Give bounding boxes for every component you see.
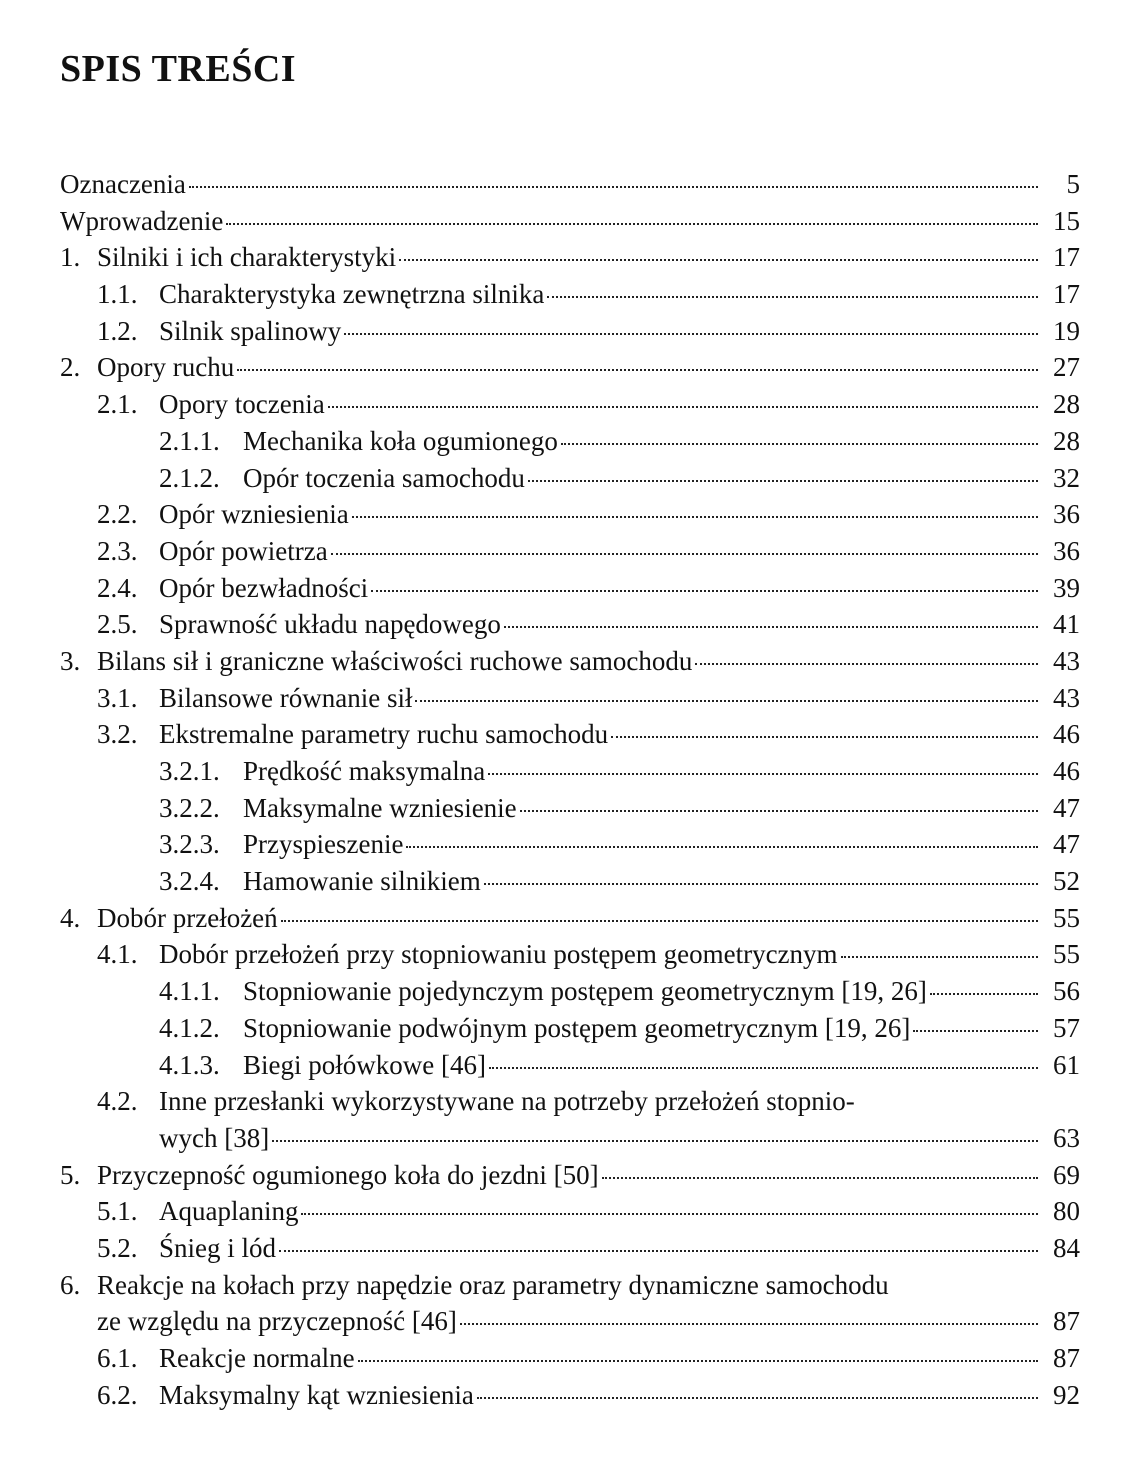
toc-entry[interactable] (60, 716, 1080, 753)
toc-entry-page: 55 (1053, 939, 1080, 970)
toc-entry-page: 80 (1053, 1196, 1080, 1227)
toc-entry-page: 84 (1053, 1232, 1080, 1263)
toc-entry-title: Sprawność układu napędowego (159, 609, 501, 640)
toc-entry-title: Ekstremalne parametry ruchu samochodu (159, 719, 609, 750)
toc-entry-number: 4.1.2. (159, 1012, 220, 1043)
toc-entry[interactable] (60, 1267, 1080, 1304)
toc-entry-page: 87 (1053, 1306, 1080, 1337)
toc-entry[interactable] (60, 790, 1080, 827)
toc-entry[interactable] (60, 1340, 1080, 1377)
toc-entry-number: 2.1.2. (159, 462, 220, 493)
toc-entry-title: Mechanika koła ogumionego (243, 425, 558, 456)
toc-entry[interactable] (60, 863, 1080, 900)
dot-leader (189, 186, 1038, 188)
toc-entry-number: 1. (60, 242, 81, 273)
toc-entry-number: 3.2.2. (159, 792, 220, 823)
dot-leader (344, 333, 1038, 335)
toc-entry-number: 4.1. (97, 939, 138, 970)
toc-entry-title: Oznaczenia (60, 169, 186, 199)
dot-leader (477, 1397, 1038, 1399)
toc-entry-page: 47 (1053, 792, 1080, 823)
dot-leader (561, 443, 1038, 445)
toc-entry-page: 46 (1053, 756, 1080, 786)
toc-entry-title: Opór wzniesienia (159, 499, 349, 530)
toc-entry-continuation[interactable] (60, 1303, 1080, 1340)
toc-entry[interactable] (60, 203, 1080, 240)
toc-entry-title: Aquaplaning (159, 1196, 299, 1227)
toc-entry-title: Stopniowanie pojedynczym postępem geometrycznym [19, 26] (243, 976, 927, 1007)
toc-entry[interactable] (60, 239, 1080, 276)
toc-entry-title: Bilans sił i graniczne właściwości ruchowe samochodu (97, 645, 693, 676)
toc-entry-continuation[interactable] (60, 1120, 1080, 1157)
toc-entry[interactable] (60, 1157, 1080, 1194)
dot-leader (281, 920, 1038, 922)
toc-entry-number: 3.1. (97, 682, 138, 713)
toc-entry-number: 3.2. (97, 719, 138, 750)
dot-leader (930, 993, 1038, 995)
dot-leader (358, 1360, 1038, 1362)
toc-entry-page: 17 (1053, 279, 1080, 310)
toc-entry-page: 55 (1053, 902, 1080, 933)
toc-entry-page: 36 (1053, 499, 1080, 530)
toc-entry-title: Opór bezwładności (159, 572, 369, 603)
toc-entry[interactable] (60, 496, 1080, 533)
toc-entry-page: 28 (1053, 389, 1080, 420)
toc-entry-number: 5.2. (97, 1232, 138, 1263)
toc-entry[interactable] (60, 1193, 1080, 1230)
toc-entry-title: Przyspieszenie (243, 829, 404, 860)
dot-leader (484, 883, 1038, 885)
toc-entry[interactable] (60, 570, 1080, 607)
dot-leader (504, 626, 1038, 628)
table-of-contents (60, 166, 1080, 1413)
toc-entry-number: 2.1.1. (159, 425, 220, 456)
toc-entry-page: 57 (1053, 1012, 1080, 1043)
toc-entry-page: 15 (1053, 205, 1080, 236)
toc-entry-title: Maksymalny kąt wzniesienia (159, 1379, 474, 1410)
toc-entry-number: 5. (60, 1159, 81, 1190)
toc-entry-number: 2.5. (97, 609, 138, 640)
toc-entry[interactable] (60, 313, 1080, 350)
page-title: SPIS TREŚCI (60, 48, 297, 90)
toc-entry-page: 56 (1053, 976, 1080, 1007)
toc-entry-number: 5.1. (97, 1196, 138, 1227)
dot-leader (602, 1177, 1038, 1179)
toc-entry-page: 27 (1053, 352, 1080, 383)
toc-entry-number: 2.4. (97, 572, 138, 603)
dot-leader (695, 663, 1038, 665)
toc-entry-number: 3.2.4. (159, 866, 220, 897)
toc-entry-page: 41 (1053, 609, 1080, 640)
toc-entry[interactable] (60, 533, 1080, 570)
toc-entry-number: 3.2.3. (159, 829, 220, 860)
dot-leader (528, 480, 1038, 482)
toc-entry[interactable] (60, 900, 1080, 937)
toc-entry-page: 69 (1053, 1159, 1080, 1190)
dot-leader (328, 406, 1038, 408)
toc-entry-title: Dobór przełożeń (97, 902, 278, 933)
dot-leader (488, 773, 1038, 775)
toc-entry-title: Przyczepność ogumionego koła do jezdni [50] (97, 1159, 599, 1190)
dot-leader (415, 700, 1038, 702)
toc-entry[interactable] (60, 643, 1080, 680)
toc-entry[interactable] (60, 680, 1080, 717)
toc-entry[interactable] (60, 423, 1080, 460)
toc-entry[interactable] (60, 1010, 1080, 1047)
dot-leader (352, 516, 1038, 518)
toc-entry-title-continued: ze względu na przyczepność [46] (97, 1306, 457, 1337)
toc-entry-number: 4.2. (97, 1086, 138, 1117)
toc-entry-number: 3.2.1. (159, 756, 220, 786)
toc-entry-number: 4.1.1. (159, 976, 220, 1007)
toc-entry-title: Bilansowe równanie sił (159, 682, 413, 713)
toc-entry[interactable] (60, 276, 1080, 313)
toc-entry[interactable] (60, 1083, 1080, 1120)
toc-entry-page: 63 (1053, 1122, 1080, 1153)
toc-entry[interactable] (60, 166, 1080, 203)
toc-entry-number: 3. (60, 645, 81, 676)
dot-leader (489, 1067, 1038, 1069)
dot-leader (272, 1140, 1038, 1142)
toc-entry-number: 4.1.3. (159, 1049, 220, 1080)
toc-entry-title: Inne przesłanki wykorzystywane na potrzeby przełożeń stopnio- (159, 1086, 855, 1117)
toc-entry-page: 39 (1053, 572, 1080, 603)
toc-entry[interactable] (60, 1230, 1080, 1267)
toc-entry-title: Reakcje na kołach przy napędzie oraz parametry dynamiczne samochodu (97, 1269, 889, 1300)
toc-entry-title: Opór powietrza (159, 535, 328, 566)
toc-entry[interactable] (60, 606, 1080, 643)
toc-entry-page: 19 (1053, 315, 1080, 346)
toc-entry-number: 6.2. (97, 1379, 138, 1410)
toc-entry-page: 28 (1053, 425, 1080, 456)
toc-entry-title: Śnieg i lód (159, 1232, 277, 1263)
toc-entry-page: 5 (1066, 169, 1080, 199)
toc-entry-page: 52 (1053, 866, 1080, 897)
dot-leader (371, 590, 1038, 592)
toc-entry-number: 6.1. (97, 1343, 138, 1373)
toc-entry[interactable] (60, 386, 1080, 423)
dot-leader (913, 1030, 1038, 1032)
toc-entry-number: 2. (60, 352, 81, 383)
toc-entry-title: Wprowadzenie (60, 205, 224, 236)
toc-entry-title: Silniki i ich charakterystyki (97, 242, 397, 273)
toc-entry-page: 61 (1053, 1049, 1080, 1080)
toc-entry-page: 47 (1053, 829, 1080, 860)
toc-entry[interactable] (60, 753, 1080, 790)
toc-entry-page: 92 (1053, 1379, 1080, 1410)
toc-entry-page: 46 (1053, 719, 1080, 750)
toc-entry-number: 1.1. (97, 279, 138, 310)
toc-entry-title: Reakcje normalne (159, 1343, 355, 1373)
dot-leader (611, 736, 1038, 738)
toc-entry[interactable] (60, 973, 1080, 1010)
toc-entry-title: Opory toczenia (159, 389, 325, 420)
toc-entry-title: Opór toczenia samochodu (243, 462, 525, 493)
toc-entry-title: Charakterystyka zewnętrzna silnika (159, 279, 545, 310)
toc-entry-page: 32 (1053, 462, 1080, 493)
dot-leader (520, 810, 1038, 812)
toc-entry-page: 43 (1053, 682, 1080, 713)
dot-leader (406, 846, 1038, 848)
toc-entry-title: Biegi połówkowe [46] (243, 1049, 486, 1080)
toc-entry-title: Prędkość maksymalna (243, 756, 486, 786)
toc-entry[interactable] (60, 936, 1080, 973)
toc-entry-number: 2.2. (97, 499, 138, 530)
dot-leader (399, 259, 1038, 261)
toc-entry-page: 17 (1053, 242, 1080, 273)
toc-entry-title: Silnik spalinowy (159, 315, 342, 346)
toc-entry-number: 2.3. (97, 535, 138, 566)
dot-leader (226, 223, 1038, 225)
toc-entry-title: Maksymalne wzniesienie (243, 792, 517, 823)
dot-leader (301, 1213, 1038, 1215)
dot-leader (841, 956, 1038, 958)
toc-entry-number: 6. (60, 1269, 81, 1300)
toc-entry-title: Stopniowanie podwójnym postępem geometrycznym [19, 26] (243, 1012, 911, 1043)
toc-entry-number: 4. (60, 902, 81, 933)
toc-entry[interactable] (60, 1047, 1080, 1084)
toc-entry-page: 36 (1053, 535, 1080, 566)
toc-entry[interactable] (60, 460, 1080, 497)
toc-entry-page: 87 (1053, 1343, 1080, 1373)
dot-leader (547, 296, 1038, 298)
toc-entry[interactable] (60, 349, 1080, 386)
dot-leader (279, 1250, 1038, 1252)
toc-entry[interactable] (60, 1377, 1080, 1414)
toc-entry-title: Dobór przełożeń przy stopniowaniu postępem geometrycznym (159, 939, 838, 970)
dot-leader (237, 369, 1038, 371)
dot-leader (331, 553, 1038, 555)
toc-entry-title: Hamowanie silnikiem (243, 866, 481, 897)
toc-entry-number: 2.1. (97, 389, 138, 420)
toc-entry-title: Opory ruchu (97, 352, 235, 383)
toc-entry-title-continued: wych [38] (159, 1122, 270, 1153)
toc-entry-number: 1.2. (97, 315, 138, 346)
toc-entry[interactable] (60, 826, 1080, 863)
toc-entry-page: 43 (1053, 645, 1080, 676)
dot-leader (460, 1323, 1038, 1325)
